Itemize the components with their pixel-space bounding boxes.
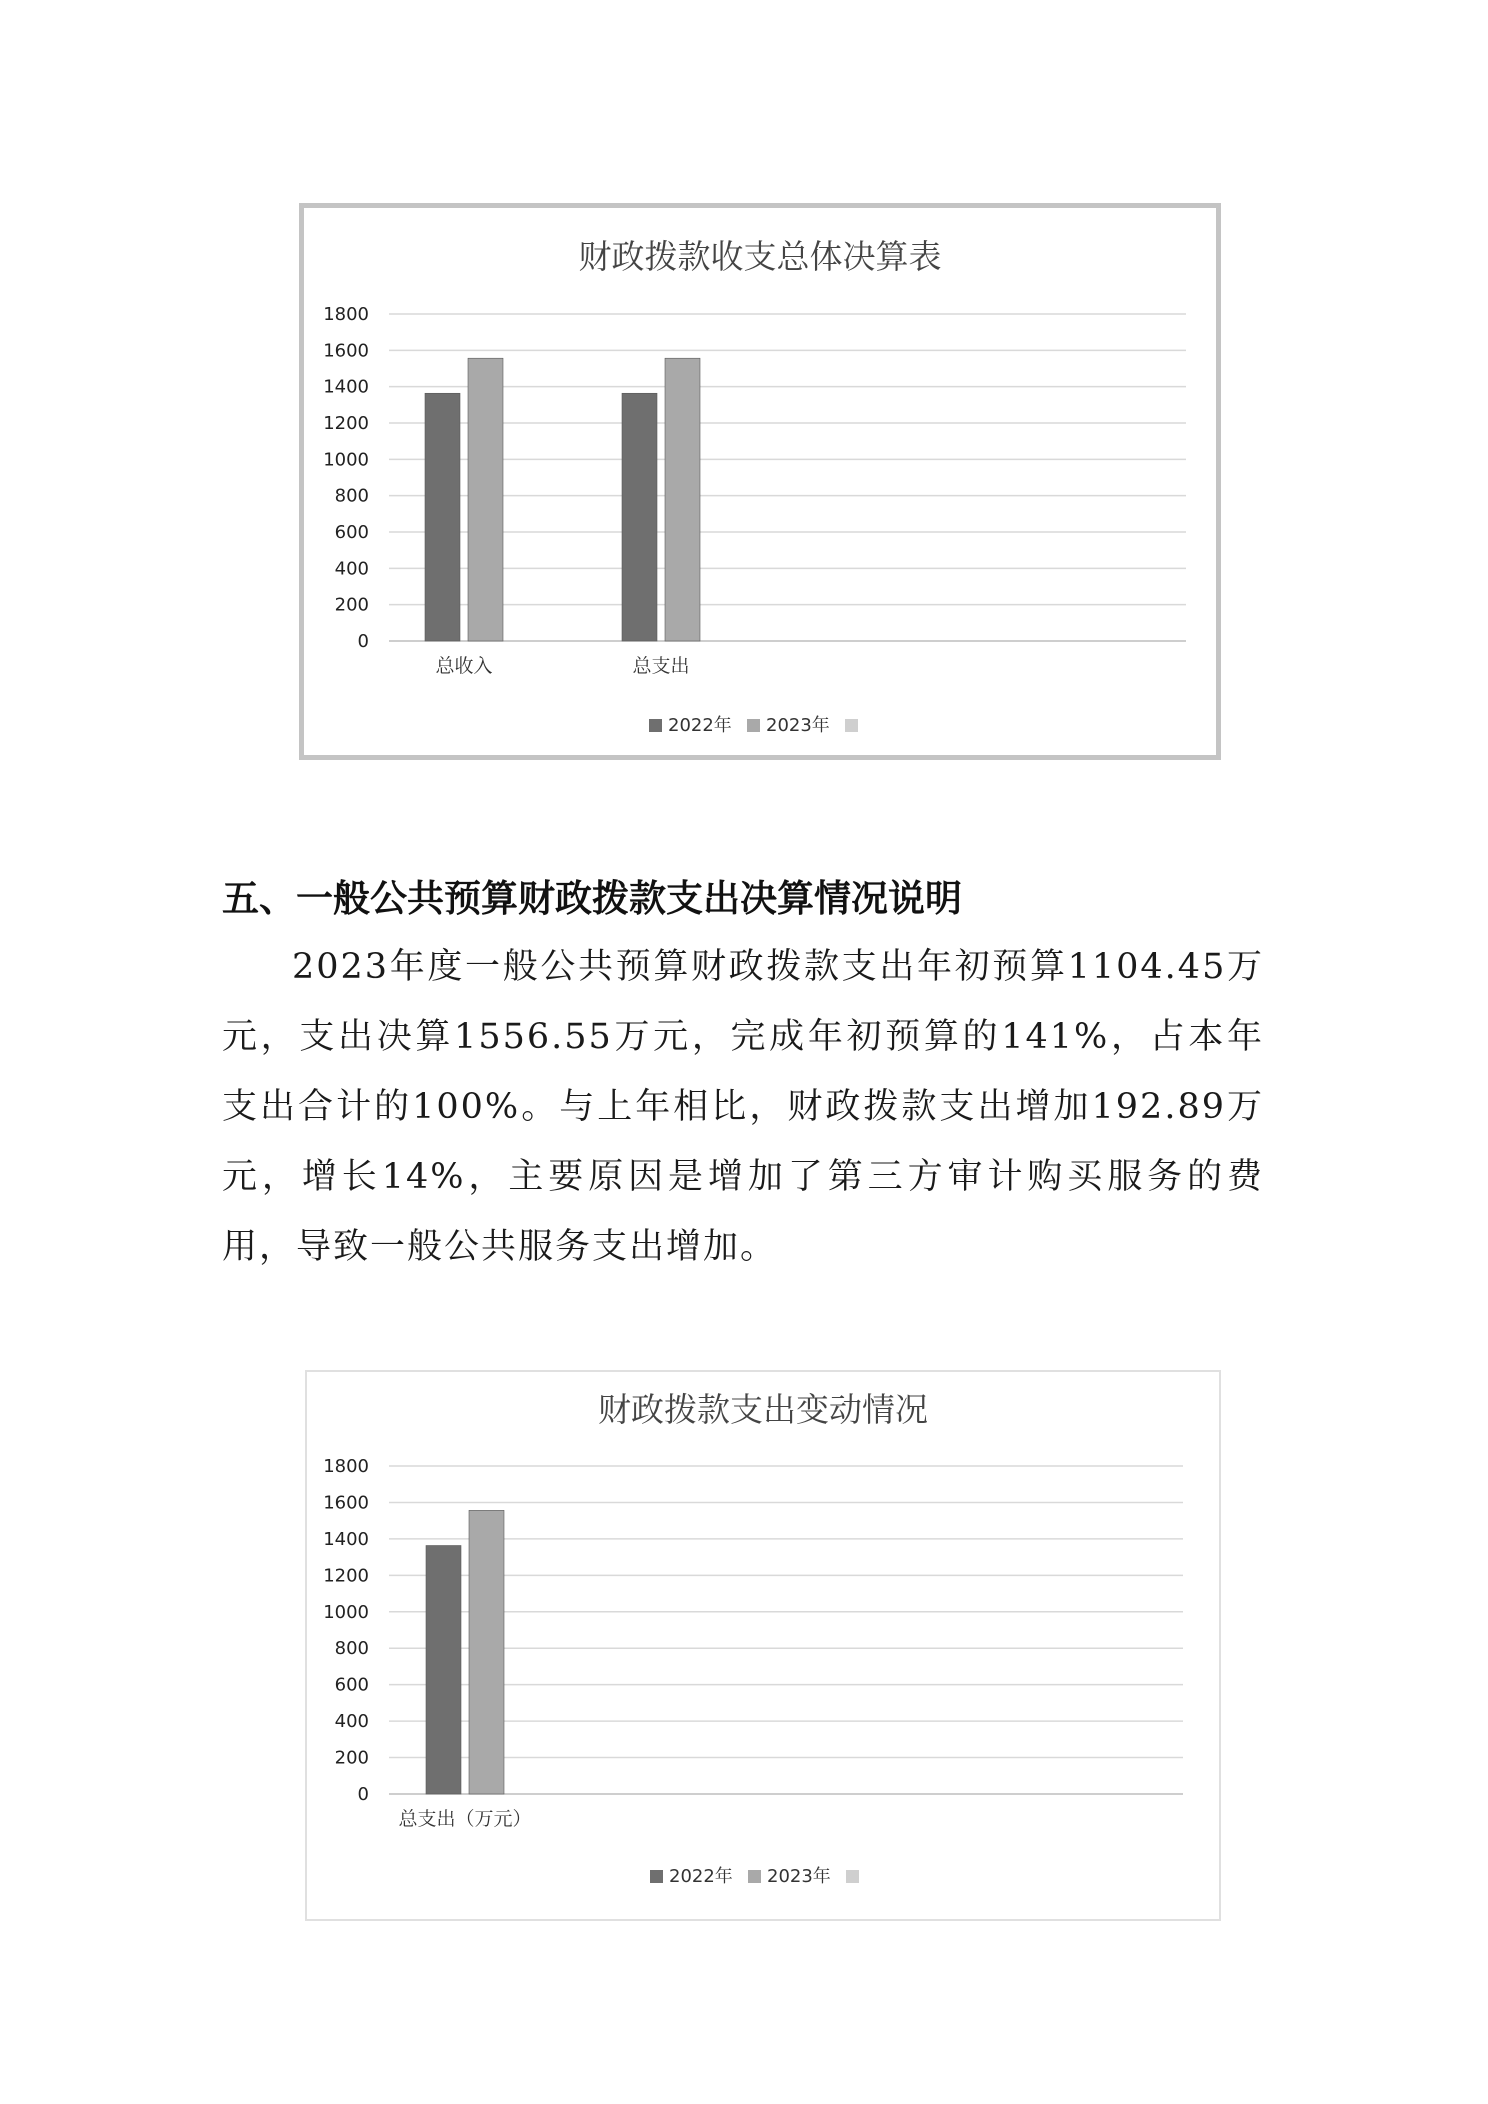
bar: [425, 393, 460, 641]
category-label: 总收入: [435, 655, 493, 677]
chart-fiscal-expenditure-change: [305, 1370, 1221, 1921]
chart-title: 财政拨款收支总体决算表: [578, 237, 942, 276]
chart-fiscal-income-expenditure: [299, 203, 1221, 760]
category-label: 总支出: [632, 655, 690, 677]
y-tick-label: 1800: [323, 1456, 369, 1477]
y-tick-label: 600: [334, 1674, 369, 1696]
legend-label: 2022年: [669, 1866, 733, 1887]
y-tick-label: 1000: [323, 449, 369, 471]
y-tick-label: 1800: [323, 304, 369, 325]
y-tick-label: 600: [334, 522, 369, 543]
y-tick-label: 800: [334, 1638, 369, 1660]
legend-swatch: [747, 719, 760, 732]
chart-title: 财政拨款支出变动情况: [598, 1390, 928, 1429]
y-tick-label: 1000: [323, 1601, 369, 1623]
y-tick-label: 800: [334, 485, 369, 507]
y-tick-label: 400: [334, 558, 369, 580]
section-paragraph: 2023年度一般公共预算财政拨款支出年初预算1104.45万元，支出决算1556.55万元，完成年初预算的141%，占本年支出合计的100%。与上年相比，财政拨款支出增加192.89万元，增长14%，主要原因是增加了第三方审计购买服务的费用，导致一般公共服务支出增加。: [222, 947, 1264, 1267]
y-tick-label: 400: [334, 1711, 369, 1733]
y-tick-label: 1200: [323, 1565, 369, 1587]
legend-swatch: [649, 719, 662, 732]
legend-label: 2022年: [668, 715, 732, 736]
y-tick-label: 1200: [323, 413, 369, 434]
bar: [426, 1546, 461, 1794]
legend-swatch: [845, 719, 858, 732]
y-tick-label: 0: [357, 1784, 369, 1805]
y-tick-label: 200: [334, 1747, 369, 1769]
legend-swatch: [748, 1870, 761, 1883]
legend-label: 2023年: [766, 715, 830, 736]
bar: [665, 358, 700, 641]
y-tick-label: 1600: [323, 340, 369, 362]
y-tick-label: 200: [334, 594, 369, 616]
y-tick-label: 1400: [323, 376, 369, 398]
bar: [469, 1510, 504, 1794]
chart-svg: [307, 1372, 1219, 1919]
chart-svg: [304, 208, 1216, 755]
bar: [468, 358, 503, 641]
section-heading: 五、一般公共预算财政拨款支出决算情况说明: [222, 877, 962, 920]
bar: [622, 393, 657, 641]
category-label: 总支出（万元）: [398, 1808, 532, 1830]
y-tick-label: 1400: [323, 1528, 369, 1550]
legend-swatch: [846, 1870, 859, 1883]
y-tick-label: 1600: [323, 1492, 369, 1514]
legend-label: 2023年: [767, 1866, 831, 1887]
y-tick-label: 0: [357, 631, 369, 652]
legend-swatch: [650, 1870, 663, 1883]
